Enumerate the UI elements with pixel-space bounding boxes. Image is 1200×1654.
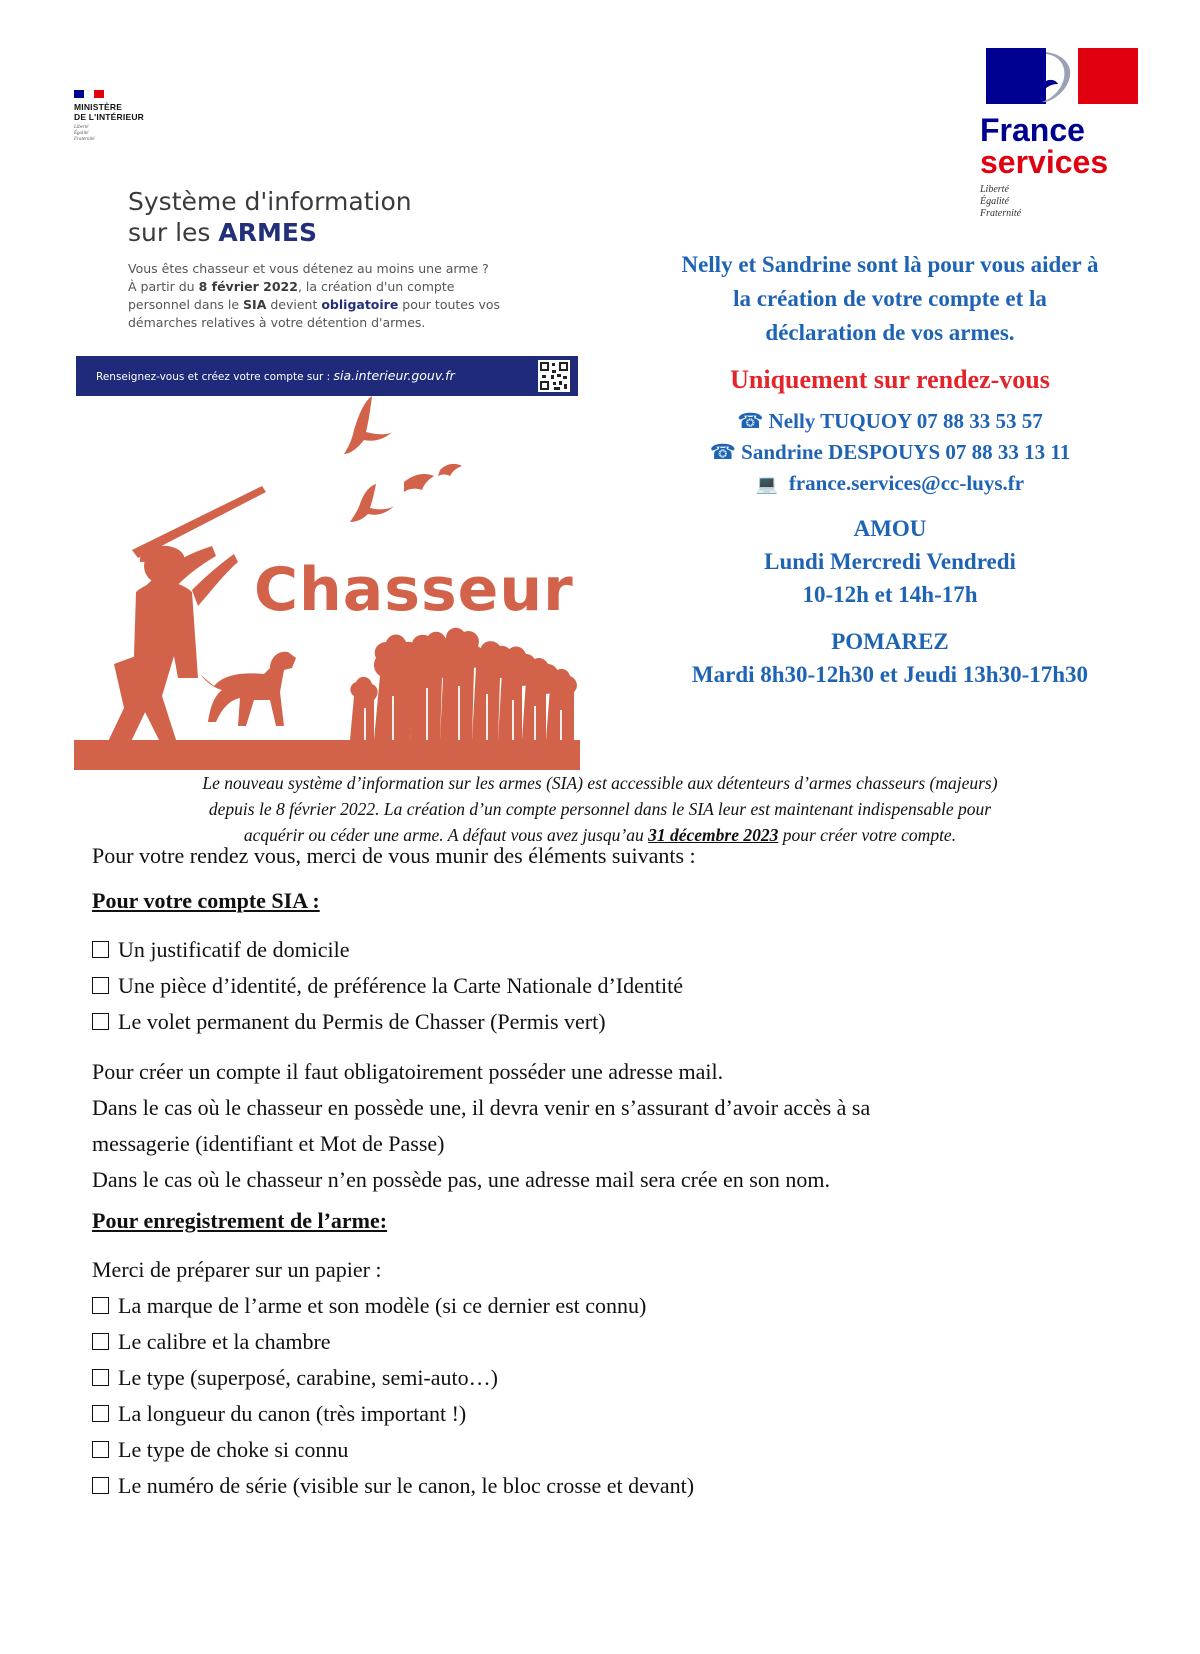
list-item: Le type de choke si connu — [92, 1432, 694, 1468]
chasseur-word: Chasseur — [254, 555, 574, 625]
checkbox-icon[interactable] — [92, 1441, 109, 1458]
sia-section-heading: Pour votre compte SIA : — [92, 888, 320, 913]
phone-icon: ☎ — [737, 409, 764, 433]
marianne-icon — [986, 48, 1138, 104]
sia-checklist — [92, 932, 683, 1040]
ministry-motto: Liberté Égalité Fraternité — [74, 125, 95, 142]
france-services-logo — [980, 48, 1140, 220]
poster-banner: Renseignez-vous et créez votre compte sur : sia.interieur.gouv.fr — [76, 356, 578, 396]
checkbox-icon[interactable] — [92, 977, 109, 994]
sia-url: sia.interieur.gouv.fr — [333, 368, 455, 383]
weapon-section-heading: Pour enregistrement de l’arme: — [92, 1208, 388, 1233]
laptop-icon: 💻 — [755, 474, 779, 494]
info-column — [590, 248, 1190, 691]
checkbox-icon[interactable] — [92, 1013, 109, 1030]
checkbox-icon[interactable] — [92, 1297, 109, 1314]
list-item: Un justificatif de domicile — [92, 932, 683, 968]
france-services-motto: Liberté Égalité Fraternité — [980, 184, 1022, 219]
list-item: Le calibre et la chambre — [92, 1324, 694, 1360]
checkbox-icon[interactable] — [92, 1477, 109, 1494]
contact-email — [590, 468, 1190, 500]
appointment-only: Uniquement sur rendez-vous — [730, 365, 1050, 394]
contact-nelly: ☎ Nelly TUQUOY 07 88 33 53 57 — [737, 409, 1043, 433]
list-item: Une pièce d’identité, de préférence la Carte Nationale d’Identité — [92, 968, 683, 1004]
french-flag-icon — [74, 90, 104, 98]
checkbox-icon[interactable] — [92, 1333, 109, 1350]
email-paragraph: Pour créer un compte il faut obligatoirement posséder une adresse mail. Dans le cas où le chasseur en possède une, il devra venir en s’assurant d’avoir accès à sa messagerie (identifiant et Mot de Passe) Dans le cas où le chasseur n’en possède pas, une adresse mail sera crée en son nom. — [92, 1059, 871, 1192]
checkbox-icon[interactable] — [92, 941, 109, 958]
pomarez-schedule: POMAREZ Mardi 8h30-12h30 et Jeudi 13h30-17h30 — [691, 629, 1089, 687]
contact-sandrine: ☎ Sandrine DESPOUYS 07 88 33 13 11 — [709, 440, 1071, 464]
weapon-checklist — [92, 1252, 694, 1504]
list-item: Le numéro de série (visible sur le canon, le bloc crosse et devant) — [92, 1468, 694, 1504]
email-link[interactable]: france.services@cc-luys.fr — [788, 471, 1025, 495]
poster-title: Système d'information sur les ARMES — [128, 187, 412, 247]
weapon-intro: Merci de préparer sur un papier : — [92, 1257, 382, 1282]
ministry-name: MINISTÈRE DE L'INTÉRIEUR — [74, 102, 144, 122]
poster-body: Vous êtes chasseur et vous détenez au moins une arme ? À partir du 8 février 2022, la création d'un compte personnel dans le SIA devient obligatoire pour toutes vos démarches relatives à votre détention d'armes. — [128, 261, 501, 330]
checkbox-icon[interactable] — [92, 1405, 109, 1422]
list-item: La marque de l’arme et son modèle (si ce dernier est connu) — [92, 1288, 694, 1324]
france-services-line1: France — [980, 112, 1085, 148]
deadline-date: 31 décembre 2023 — [648, 825, 779, 845]
qr-code-icon — [538, 360, 570, 392]
checkbox-icon[interactable] — [92, 1369, 109, 1386]
phone-icon: ☎ — [709, 440, 736, 464]
amou-schedule: AMOU Lundi Mercredi Vendredi 10-12h et 14h-17h — [764, 516, 1016, 607]
list-item: Le type (superposé, carabine, semi-auto…) — [92, 1360, 694, 1396]
sia-poster — [74, 170, 580, 770]
france-services-line2: services — [980, 144, 1109, 180]
ministere-interieur-logo — [74, 90, 184, 143]
list-item: La longueur du canon (très important !) — [92, 1396, 694, 1432]
sia-intro: Le nouveau système d’information sur les armes (SIA) est accessible aux détenteurs d’armes chasseurs (majeurs) depuis le 8 février 2022. La création d’un compte personnel dans le SIA leur est maintenant indispensable pour acquérir ou céder une arme. A défaut vous avez jusqu’au 31 décembre 2023 pour créer votre compte. — [202, 773, 998, 845]
help-message: Nelly et Sandrine sont là pour vous aider à la création de votre compte et la déclaration de vos armes. — [681, 252, 1099, 345]
contacts — [590, 406, 1190, 500]
list-item: Le volet permanent du Permis de Chasser (Permis vert) — [92, 1004, 683, 1040]
appointment-intro: Pour votre rendez vous, merci de vous munir des éléments suivants : — [92, 843, 696, 868]
